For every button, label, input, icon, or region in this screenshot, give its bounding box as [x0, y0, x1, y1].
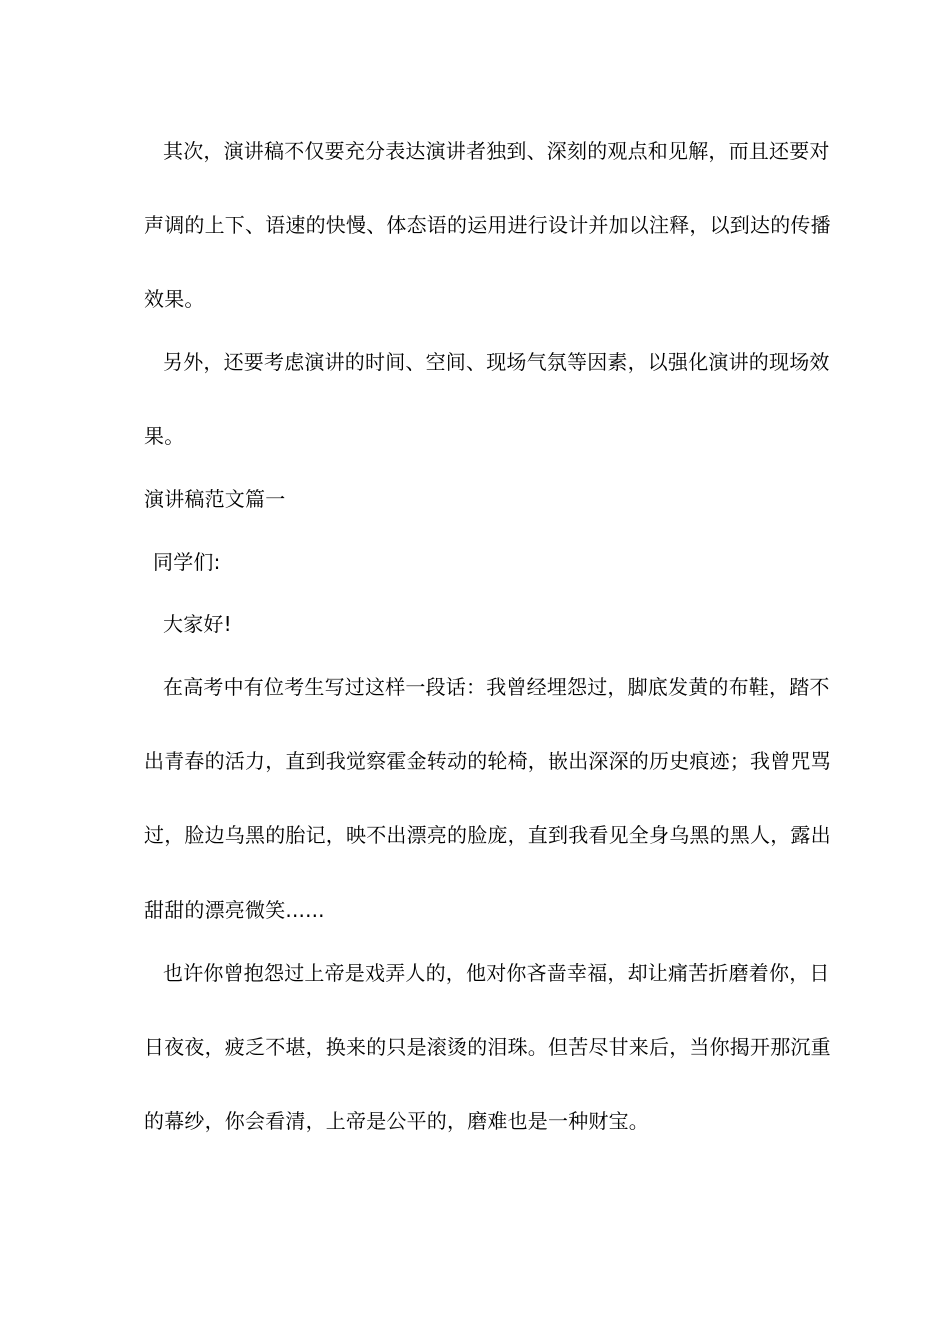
paragraph-line: 过，脸边乌黑的胎记，映不出漂亮的脸庞，直到我看见全身乌黑的黑人，露出 [144, 823, 831, 847]
paragraph-line: 甜甜的漂亮微笑...... [144, 898, 325, 922]
paragraph-line: 效果。 [144, 287, 205, 311]
paragraph-line: 其次，演讲稿不仅要充分表达演讲者独到、深刻的观点和见解，而且还要对 [163, 139, 830, 163]
paragraph-line: 出青春的活力，直到我觉察霍金转动的轮椅，嵌出深深的历史痕迹；我曾咒骂 [144, 749, 831, 773]
paragraph-line: 另外，还要考虑演讲的时间、空间、现场气氛等因素，以强化演讲的现场效 [163, 350, 830, 374]
paragraph-line: 日夜夜，疲乏不堪，换来的只是滚烫的泪珠。但苦尽甘来后，当你揭开那沉重 [144, 1035, 831, 1059]
paragraph-line: 果。 [144, 424, 185, 448]
section-heading: 演讲稿范文篇一 [144, 487, 286, 511]
paragraph-line: 声调的上下、语速的快慢、体态语的运用进行设计并加以注释，以到达的传播 [144, 213, 831, 237]
paragraph-line: 在高考中有位考生写过这样一段话：我曾经埋怨过，脚底发黄的布鞋，踏不 [163, 675, 830, 699]
paragraph-line: 的幕纱，你会看清，上帝是公平的，磨难也是一种财宝。 [144, 1109, 649, 1133]
paragraph-line: 也许你曾抱怨过上帝是戏弄人的，他对你吝啬幸福，却让痛苦折磨着你，日 [163, 961, 830, 985]
salutation: 同学们: [153, 550, 221, 574]
greeting: 大家好! [163, 612, 232, 636]
